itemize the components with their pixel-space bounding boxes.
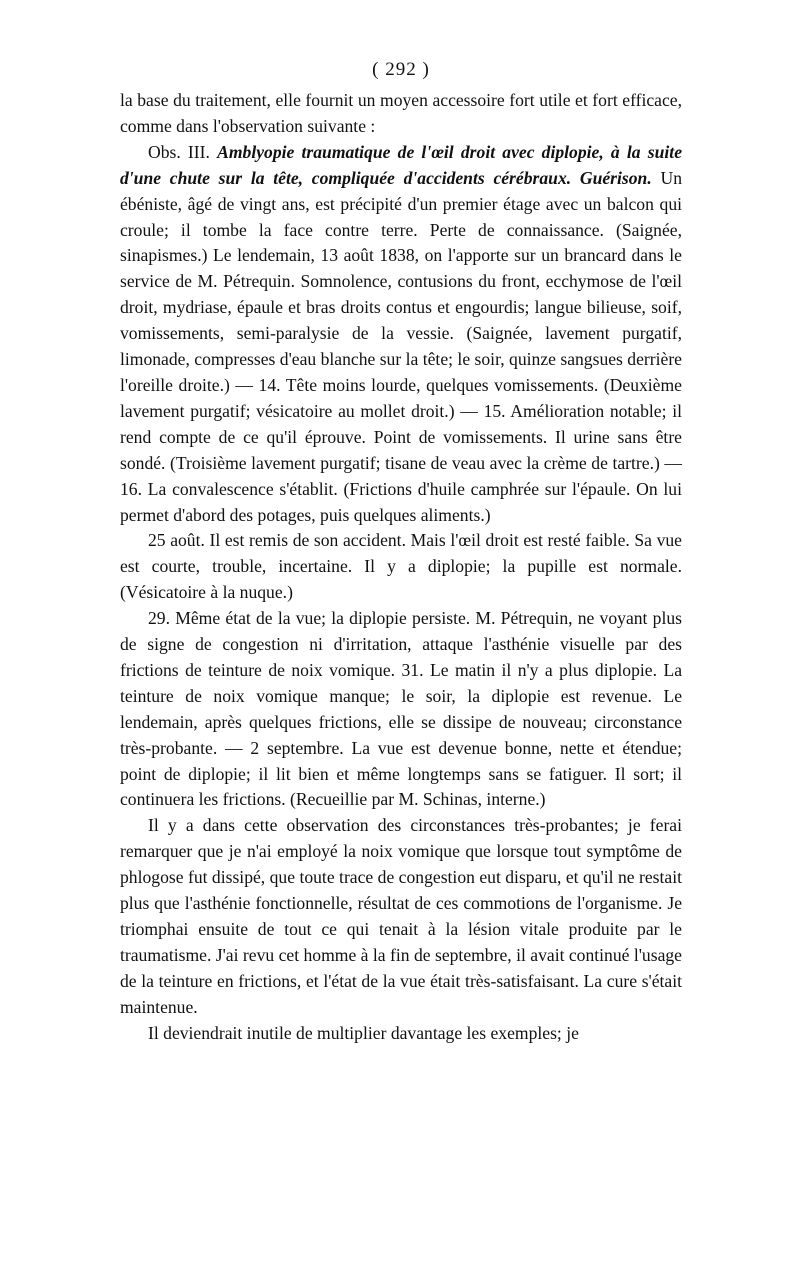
page-number: ( 292 ) (372, 59, 430, 80)
book-page (120, 56, 682, 1047)
observation-label: Obs. III. (148, 141, 210, 162)
paragraph-august-29: 29. Même état de la vue; la diplopie persiste. M. Pétrequin, ne voyant plus de signe de congestion ni d'irritation, attaque l'asthénie visuelle par des frictions de teinture de noix vomique. 31. Le matin il n'y a plus diplopie. La teinture de noix vomique manque; le soir, la diplopie est revenue. Le lendemain, après quelques frictions, elle se dissipe de nouveau; circonstance très-probante. — 2 septembre. La vue est devenue bonne, nette et étendue; point de diplopie; il lit bien et même longtemps sans se fatiguer. Il sort; il continuera les frictions. (Recueillie par M. Schinas, interne.) (120, 608, 682, 810)
observation-title: Amblyopie traumatique de l'œil droit avec diplopie, à la suite d'une chute sur la tête, compliquée d'accidents cérébraux. Guérison. (120, 141, 682, 188)
paragraph-observation (120, 140, 682, 529)
paragraph-august-25: 25 août. Il est remis de son accident. Mais l'œil droit est resté faible. Sa vue est courte, trouble, incertaine. Il y a diplopie; la pupille est normale. (Vésicatoire à la nuque.) (120, 530, 682, 603)
paragraph-commentary: Il y a dans cette observation des circonstances très-probantes; je ferai remarquer que je n'ai employé la noix vomique que lorsque tout symptôme de phlogose fut dissipé, que toute trace de congestion eut disparu, et qu'il ne restait plus que l'asthénie fonctionnelle, résultat de ces commotions de l'organisme. Je triomphai ensuite de tout ce qui tenait à la lésion vitale produite par le traumatisme. J'ai revu cet homme à la fin de septembre, il avait continué l'usage de la teinture en frictions, et l'état de la vue était très-satisfaisant. La cure s'était maintenue. (120, 815, 682, 1017)
paragraph-closing: Il deviendrait inutile de multiplier davantage les exemples; je (148, 1022, 579, 1043)
paragraph-intro: la base du traitement, elle fournit un moyen accessoire fort utile et fort efficace, comme dans l'observation suivante : (120, 90, 682, 136)
observation-body: Un ébéniste, âgé de vingt ans, est précipité d'un premier étage avec un balcon qui croule; il tombe la face contre terre. Perte de connaissance. (Saignée, sinapismes.) Le lendemain, 13 août 1838, on l'apporte sur un brancard dans le service de M. Pétrequin. Somnolence, contusions du front, ecchymose de l'œil droit, mydriase, épaule et bras droits contus et engourdis; langue bilieuse, soif, vomissements, semi-paralysie de la vessie. (Saignée, lavement purgatif, limonade, compresses d'eau blanche sur la tête; le soir, quinze sangsues derrière l'oreille droite.) — 14. Tête moins lourde, quelques vomissements. (Deuxième lavement purgatif; vésicatoire au mollet droit.) — 15. Amélioration notable; il rend compte de ce qu'il éprouve. Point de vomissements. Il urine sans être sondé. (Troisième lavement purgatif; tisane de veau avec la crème de tartre.) — 16. La convalescence s'établit. (Frictions d'huile camphrée sur l'épaule. On lui permet d'abord des potages, puis quelques aliments.) (120, 167, 683, 525)
